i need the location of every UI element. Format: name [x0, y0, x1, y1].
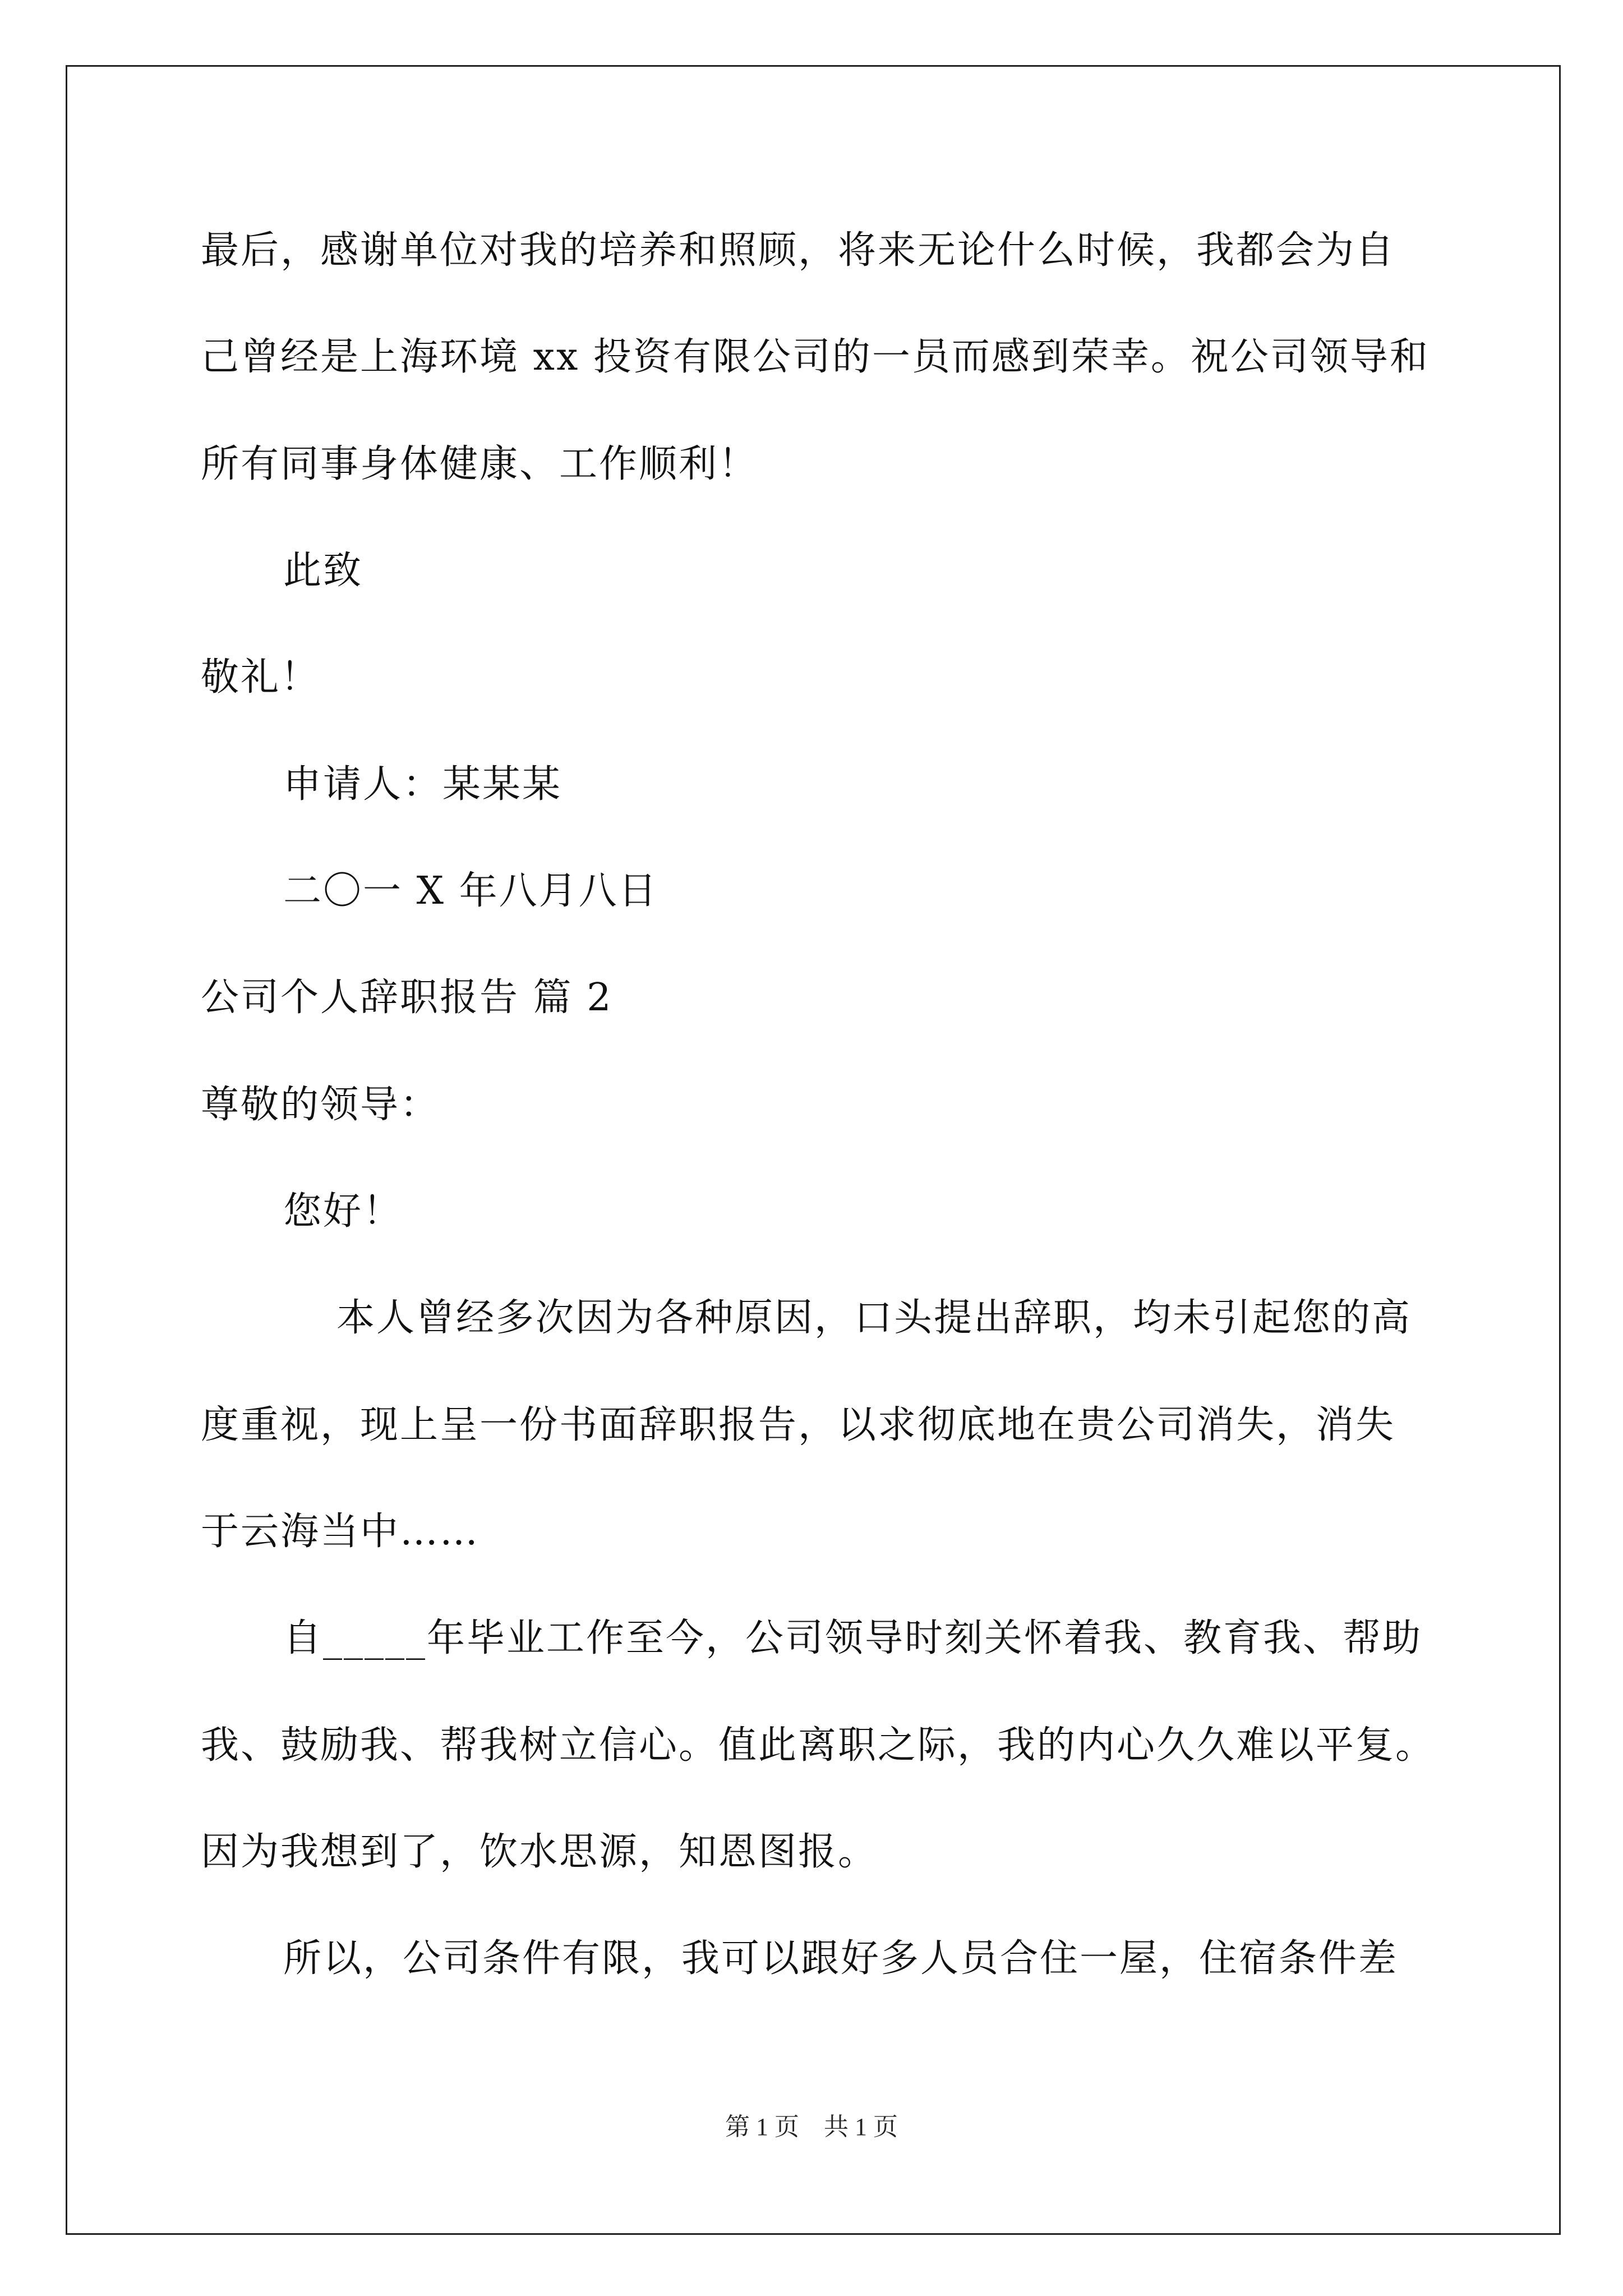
applicant-line: 申请人：某某某	[283, 762, 562, 807]
paragraph-line: 所以，公司条件有限，我可以跟好多人员合住一屋，住宿条件差	[283, 1936, 1399, 1981]
paragraph-line: 本人曾经多次因为各种原因，口头提出辞职，均未引起您的高	[336, 1296, 1412, 1340]
paragraph-line: 度重视，现上呈一份书面辞职报告，以求彻底地在贵公司消失，消失	[201, 1403, 1396, 1447]
section-heading: 公司个人辞职报告 篇 2	[201, 976, 613, 1020]
paragraph-line: 因为我想到了，饮水思源，知恩图报。	[201, 1830, 878, 1874]
paragraph-line: 己曾经是上海环境 xx 投资有限公司的一员而感到荣幸。祝公司领导和	[201, 335, 1430, 379]
page-footer: 第 1 页 共 1 页	[725, 2113, 898, 2141]
date-line: 二〇一 X 年八月八日	[283, 869, 658, 913]
salutation-respect: 敬礼！	[201, 655, 321, 700]
page-border	[66, 65, 1561, 2235]
greeting-line: 尊敬的领导：	[201, 1083, 440, 1127]
greeting-hello: 您好！	[283, 1189, 403, 1234]
salutation-closing: 此致	[283, 549, 363, 593]
paragraph-line: 我、鼓励我、帮我树立信心。值此离职之际，我的内心久久难以平复。	[201, 1723, 1436, 1768]
paragraph-line: 于云海当中……	[201, 1510, 480, 1554]
paragraph-line: 自_____年毕业工作至今，公司领导时刻关怀着我、教育我、帮助	[283, 1616, 1423, 1660]
paragraph-line: 所有同事身体健康、工作顺利！	[201, 442, 759, 486]
paragraph-line: 最后，感谢单位对我的培养和照顾，将来无论什么时候，我都会为自	[201, 228, 1396, 273]
